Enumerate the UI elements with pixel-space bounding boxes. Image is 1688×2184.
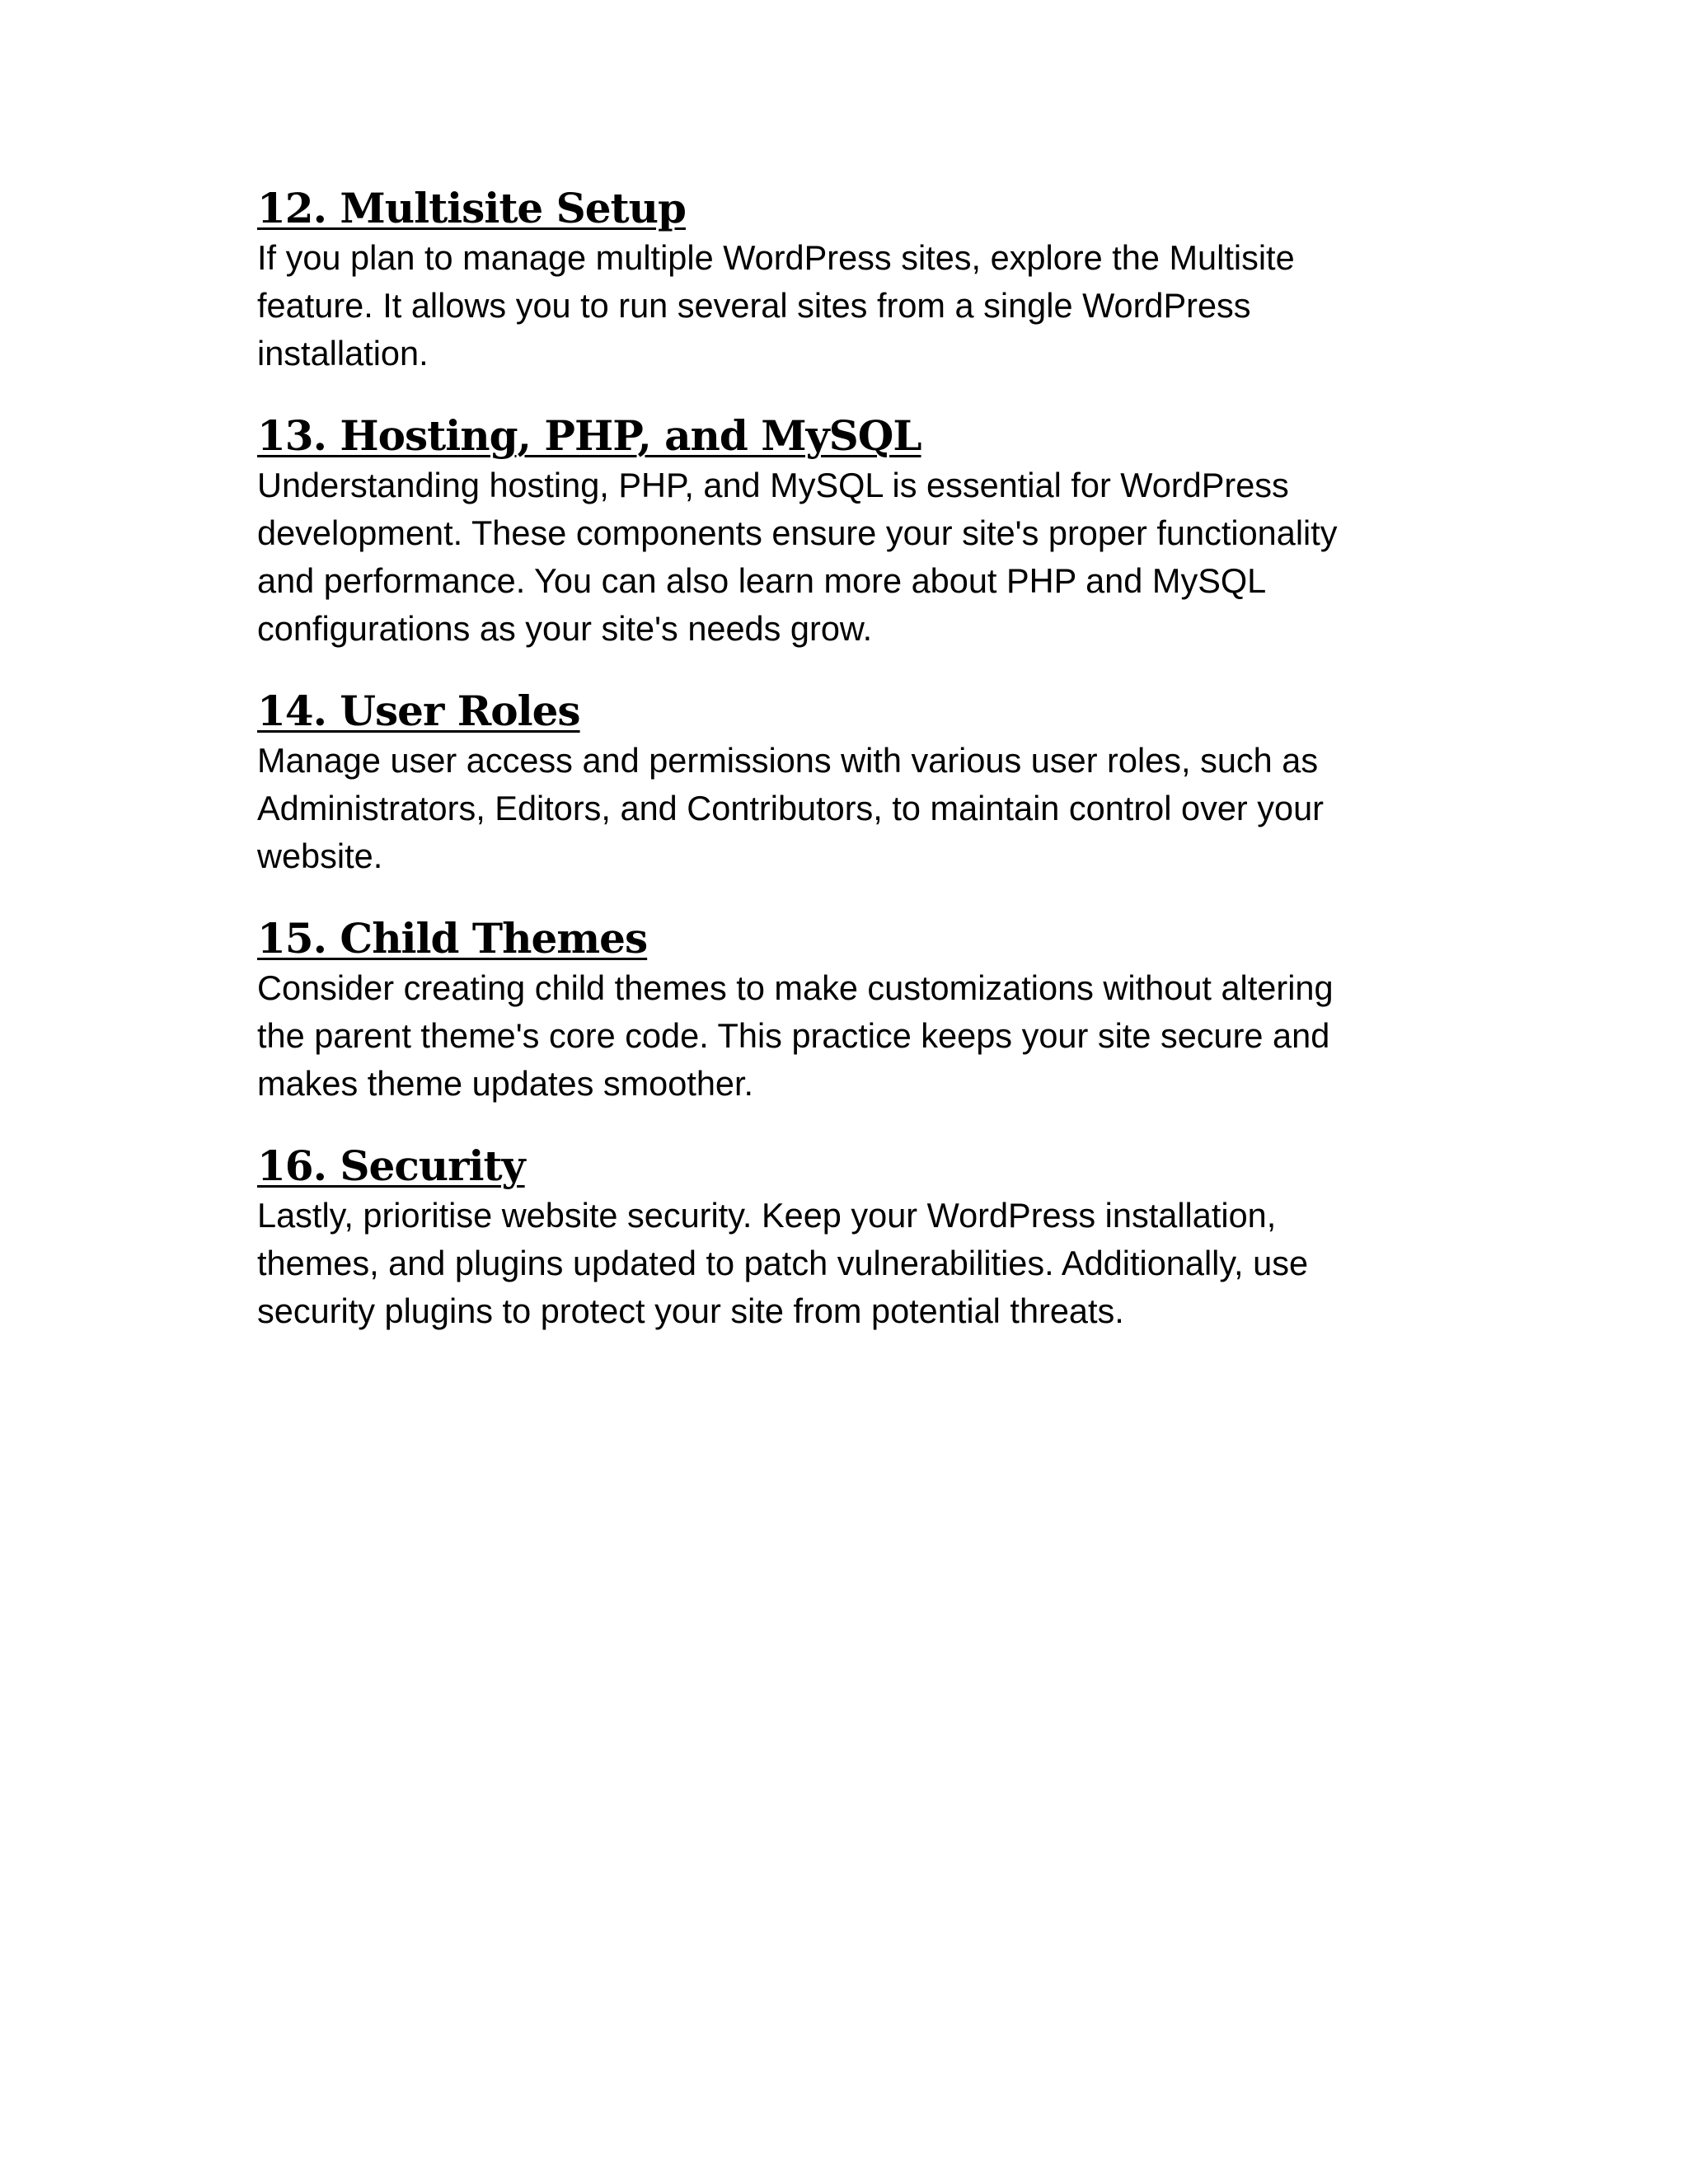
paragraph-line: Consider creating child themes to make customizations without altering: [257, 968, 1334, 1007]
paragraph-line: makes theme updates smoother.: [257, 1064, 754, 1103]
paragraph-line: Lastly, prioritise website security. Keep your WordPress installation,: [257, 1196, 1277, 1235]
paragraph-line: themes, and plugins updated to patch vulnerabilities. Additionally, use: [257, 1244, 1309, 1282]
section-heading: 12. Multisite Setup: [257, 184, 686, 232]
section-paragraph: [257, 737, 1444, 880]
section-child-themes: [257, 913, 1444, 1108]
section-heading: 14. User Roles: [257, 687, 580, 735]
section-multisite-setup: [257, 183, 1444, 377]
paragraph-line: configurations as your site's needs grow.: [257, 609, 873, 648]
section-heading: 13. Hosting, PHP, and MySQL: [257, 411, 921, 460]
paragraph-line: development. These components ensure your site's proper functionality: [257, 513, 1338, 552]
paragraph-line: installation.: [257, 334, 429, 373]
paragraph-line: If you plan to manage multiple WordPress sites, explore the Multisite: [257, 238, 1295, 277]
section-security: [257, 1141, 1444, 1335]
paragraph-line: the parent theme's core code. This practice keeps your site secure and: [257, 1016, 1330, 1055]
paragraph-line: security plugins to protect your site from potential threats.: [257, 1291, 1124, 1330]
section-paragraph: [257, 964, 1444, 1108]
paragraph-line: Administrators, Editors, and Contributors, to maintain control over your: [257, 789, 1324, 827]
section-heading: 15. Child Themes: [257, 914, 648, 963]
section-hosting-php-mysql: [257, 410, 1444, 653]
paragraph-line: website.: [257, 837, 383, 875]
section-paragraph: [257, 234, 1444, 377]
paragraph-line: feature. It allows you to run several sites from a single WordPress: [257, 286, 1251, 325]
paragraph-line: and performance. You can also learn more about PHP and MySQL: [257, 561, 1267, 600]
paragraph-line: Understanding hosting, PHP, and MySQL is essential for WordPress: [257, 466, 1289, 504]
section-paragraph: [257, 462, 1444, 653]
section-paragraph: [257, 1192, 1444, 1335]
section-heading: 16. Security: [257, 1141, 525, 1190]
document-content: [257, 183, 1444, 1368]
section-user-roles: [257, 686, 1444, 880]
paragraph-line: Manage user access and permissions with various user roles, such as: [257, 741, 1319, 780]
